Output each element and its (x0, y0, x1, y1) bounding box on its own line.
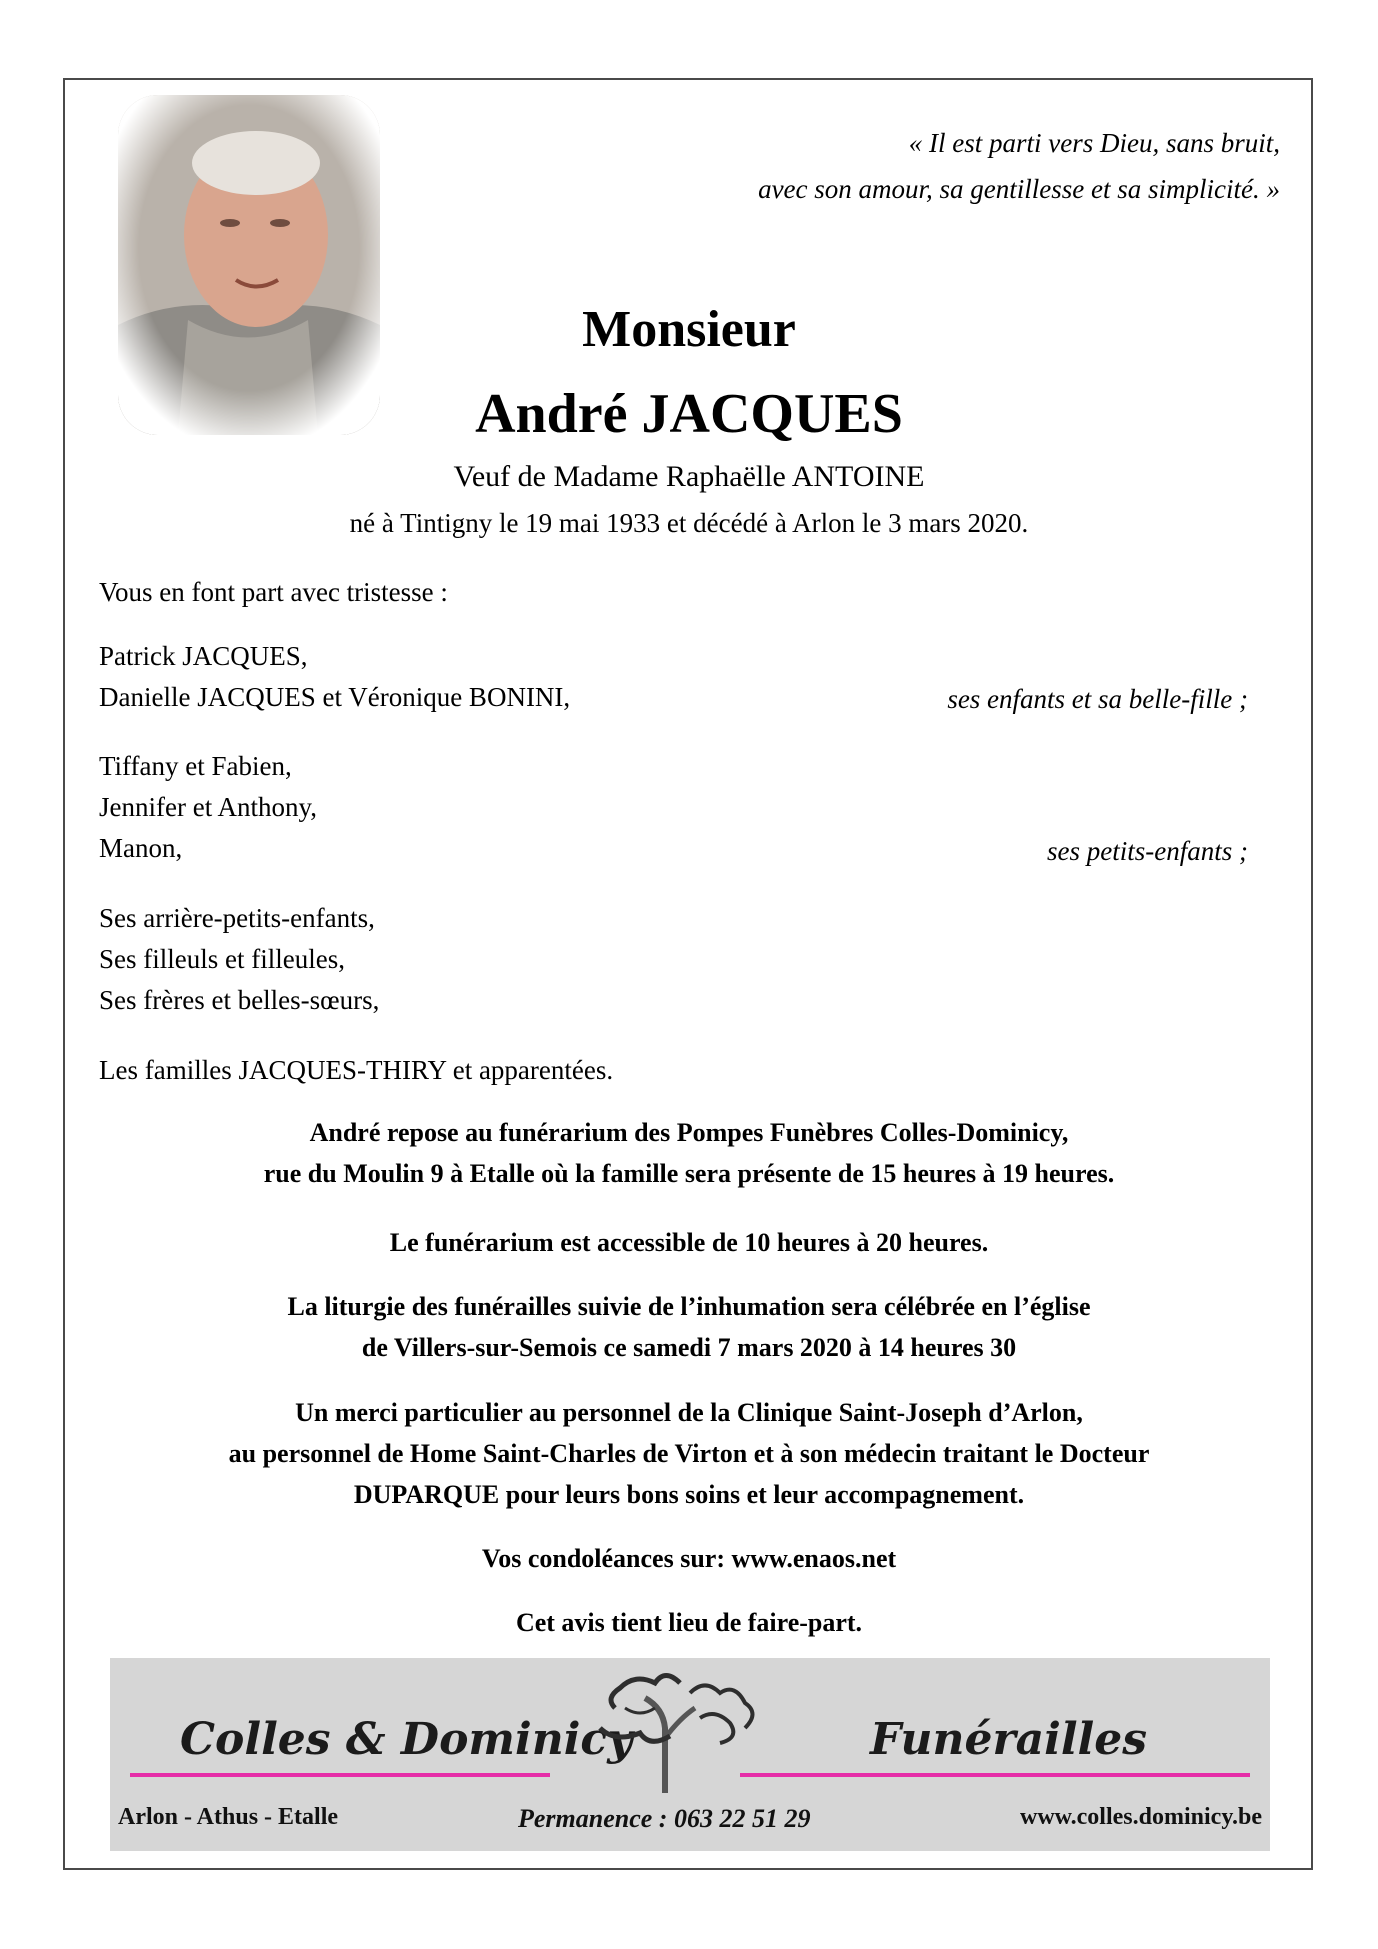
permanence-phone[interactable]: Permanence : 063 22 51 29 (518, 1804, 811, 1833)
tree-logo-icon (595, 1668, 765, 1798)
family-intro: Vous en font part avec tristesse : (99, 577, 448, 607)
notice-line: rue du Moulin 9 à Etalle où la famille sera présente de 15 heures à 19 heures. (263, 1159, 1115, 1188)
children-list (99, 636, 570, 718)
families-line: Les familles JACQUES-THIRY et apparentées. (99, 1055, 614, 1085)
accent-line-left (130, 1773, 550, 1777)
opening-hours-notice: Le funérarium est accessible de 10 heures à 20 heures. (389, 1228, 989, 1257)
accent-line-right (740, 1773, 1250, 1777)
faire-part-note: Cet avis tient lieu de faire-part. (515, 1608, 863, 1637)
funeral-home-banner (110, 1658, 1270, 1851)
grandchildren-list (99, 746, 317, 869)
birth-death-dates: né à Tintigny le 19 mai 1933 et décédé à Arlon le 3 mars 2020. (349, 508, 1029, 538)
children-role: ses enfants et sa belle-fille ; (947, 684, 1248, 714)
thanks-notice (0, 1392, 1378, 1515)
liturgy-notice (0, 1286, 1378, 1368)
quote-line-2: avec son amour, sa gentillesse et sa simplicité. » (758, 174, 1280, 204)
list-item: Danielle JACQUES et Véronique BONINI, (99, 682, 571, 712)
memorial-quote (758, 120, 1280, 212)
widow-of-line: Veuf de Madame Raphaëlle ANTOINE (453, 460, 925, 493)
condolences-link[interactable]: Vos condoléances sur: www.enaos.net (481, 1544, 897, 1573)
list-item: Manon, (99, 833, 183, 863)
notice-line: André repose au funérarium des Pompes Funèbres Colles-Dominicy, (309, 1118, 1069, 1147)
funerarium-notice (0, 1112, 1378, 1194)
grandchildren-role: ses petits-enfants ; (1047, 836, 1248, 866)
deceased-name: André JACQUES (475, 383, 903, 445)
list-item: Ses arrière-petits-enfants, (99, 903, 375, 933)
locations-text: Arlon - Athus - Etalle (118, 1804, 339, 1830)
website-link[interactable]: www.colles.dominicy.be (1019, 1804, 1262, 1830)
list-item: Jennifer et Anthony, (99, 792, 317, 822)
other-relatives-list (99, 898, 379, 1021)
notice-line: de Villers-sur-Semois ce samedi 7 mars 2020 à 14 heures 30 (361, 1333, 1017, 1362)
notice-line: DUPARQUE pour leurs bons soins et leur accompagnement. (353, 1480, 1025, 1509)
list-item: Ses filleuls et filleules, (99, 944, 345, 974)
brand-name-left: Colles & Dominicy (180, 1714, 633, 1765)
notice-line: au personnel de Home Saint-Charles de Virton et à son médecin traitant le Docteur (228, 1439, 1150, 1468)
quote-line-1: « Il est parti vers Dieu, sans bruit, (908, 128, 1280, 158)
notice-line: La liturgie des funérailles suivie de l’inhumation sera célébrée en l’église (287, 1292, 1091, 1321)
list-item: Tiffany et Fabien, (99, 751, 292, 781)
honorific-title: Monsieur (582, 301, 796, 358)
list-item: Patrick JACQUES, (99, 641, 308, 671)
brand-name-right: Funérailles (870, 1714, 1148, 1765)
list-item: Ses frères et belles-sœurs, (99, 985, 380, 1015)
notice-line: Un merci particulier au personnel de la Clinique Saint-Joseph d’Arlon, (295, 1398, 1083, 1427)
